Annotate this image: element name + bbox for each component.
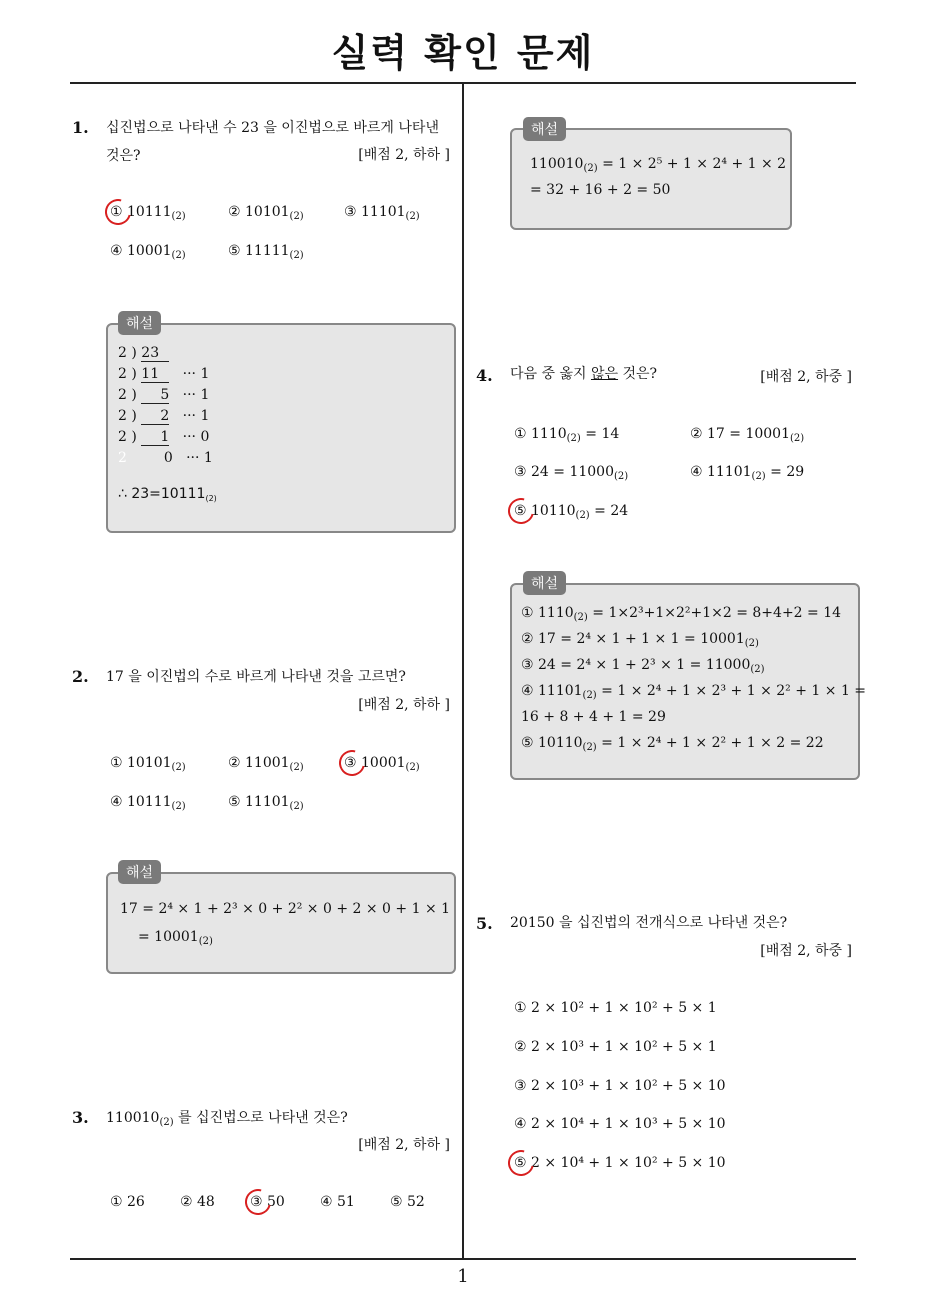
q4-solution-line-6: ⑤ $10110_{(2)} = 1 \times 2^4 + 1 \times 2^2 + 1 \times 2 = 22$ [521, 735, 824, 753]
question-5-text: 20150 을 십진법의 전개식으로 나타낸 것은? [510, 915, 788, 931]
question-3-points: [배점 2, 하하 ] [358, 1137, 450, 1153]
page-number: 1 [457, 1266, 469, 1287]
q4-solution-label: 해설 [523, 571, 566, 595]
q5-option-2[interactable]: ② 2 × 10³ + 1 × 10² + 5 × 1 [514, 1039, 717, 1055]
q3-option-5[interactable]: ⑤ 52 [390, 1194, 425, 1210]
q4-solution-line-3: ③ $24 = 2^4 \times 1 + 2^3 \times 1 = 11000_{(2)}$ [521, 657, 765, 675]
q1-option-2[interactable]: ② $10101_{(2)}$ [228, 204, 304, 222]
q2-solution-line-1: 17 = 2⁴ × 1 + 2³ × 0 + 2² × 0 + 2 × 0 + 1 × 1 [120, 901, 451, 917]
question-1-points: [배점 2, 하하 ] [358, 147, 450, 163]
q5-option-3[interactable]: ③ 2 × 10³ + 1 × 10² + 5 × 10 [514, 1078, 726, 1094]
answer-mark-q1 [100, 194, 136, 230]
question-2-points: [배점 2, 하하 ] [358, 697, 450, 713]
q4-solution-line-5: 16 + 8 + 4 + 1 = 29 [521, 709, 666, 725]
q1-division-ladder: 2 ) 23 2 ) 11 ··· 1 2 ) 5 ··· 1 2 ) 2 ··· 1 2 ) 1 ··· 0 2 0 ··· 1 [118, 345, 213, 466]
question-5-number: 5. [476, 914, 493, 933]
q3-solution-label: 해설 [523, 117, 566, 141]
column-divider [462, 83, 464, 1259]
question-2-text: 17 을 이진법의 수로 바르게 나타낸 것을 고르면? [106, 669, 406, 685]
q3-solution-box [510, 128, 792, 230]
q4-option-2[interactable]: ② $17 = 10001_{(2)}$ [690, 426, 805, 444]
q5-option-1[interactable]: ① 2 × 10² + 1 × 10² + 5 × 1 [514, 1000, 717, 1016]
q1-solution-conclusion: ∴ $23=10111_{(2)}$ [118, 486, 217, 503]
answer-mark-q5 [503, 1145, 539, 1181]
q2-option-3[interactable]: ③ $10001_{(2)}$ [344, 755, 420, 773]
answer-mark-q3 [240, 1184, 276, 1220]
question-2-number: 2. [72, 667, 89, 686]
q1-option-4[interactable]: ④ $10001_{(2)}$ [110, 243, 186, 261]
q3-option-4[interactable]: ④ 51 [320, 1194, 355, 1210]
q4-solution-line-1: ① $1110_{(2)} = 1\times 2^3+1\times 2^2+1\times 2 = 8+4+2 = 14$ [521, 605, 842, 623]
question-4-points: [배점 2, 하중 ] [760, 369, 852, 385]
q5-option-4[interactable]: ④ 2 × 10⁴ + 1 × 10³ + 5 × 10 [514, 1116, 726, 1132]
q2-option-4[interactable]: ④ $10111_{(2)}$ [110, 794, 186, 812]
footer-rule [70, 1258, 856, 1260]
question-3-text: $110010_{(2)}$ 를 십진법으로 나타낸 것은? [106, 1110, 348, 1128]
q1-option-5[interactable]: ⑤ $11111_{(2)}$ [228, 243, 304, 261]
q2-option-2[interactable]: ② $11001_{(2)}$ [228, 755, 304, 773]
q4-option-5[interactable]: ⑤ $10110_{(2)} = 24$ [514, 503, 629, 521]
q4-option-4[interactable]: ④ $11101_{(2)} = 29$ [690, 464, 805, 482]
q5-option-5[interactable]: ⑤ 2 × 10⁴ + 1 × 10² + 5 × 10 [514, 1155, 726, 1171]
q4-solution-line-4: ④ $11101_{(2)} = 1 \times 2^4 + 1 \times 2^3 + 1 \times 2^2 + 1 \times 1$ = [521, 683, 867, 701]
q3-option-3[interactable]: ③ 50 [250, 1194, 285, 1210]
q2-option-5[interactable]: ⑤ $11101_{(2)}$ [228, 794, 304, 812]
question-4-number: 4. [476, 366, 493, 385]
q2-solution-line-2: = $10001_{(2)}$ [138, 929, 213, 947]
answer-mark-q2 [334, 745, 370, 781]
q2-solution-label: 해설 [118, 860, 161, 884]
q2-option-1[interactable]: ① $10101_{(2)}$ [110, 755, 186, 773]
q4-solution-line-2: ② $17 = 2^4 \times 1 + 1 \times 1 = 10001_{(2)}$ [521, 631, 759, 649]
q3-solution-line-2: = 32 + 16 + 2 = 50 [530, 182, 671, 198]
q3-solution-line-1: $110010_{(2)} = 1 \times 2^5 + 1 \times 2^4 + 1 \times 2$ [530, 156, 787, 174]
page-title: 실력 확인 문제 [331, 31, 595, 75]
q3-option-2[interactable]: ② 48 [180, 1194, 215, 1210]
answer-mark-q4 [503, 493, 539, 529]
q4-option-1[interactable]: ① $1110_{(2)} = 14$ [514, 426, 620, 444]
q2-solution-box [106, 872, 456, 974]
q3-option-1[interactable]: ① 26 [110, 1194, 145, 1210]
question-5-points: [배점 2, 하중 ] [760, 943, 852, 959]
question-1-number: 1. [72, 118, 89, 137]
q1-solution-label: 해설 [118, 311, 161, 335]
q4-option-3[interactable]: ③ $24 = 11000_{(2)}$ [514, 464, 629, 482]
q1-option-3[interactable]: ③ $11101_{(2)}$ [344, 204, 420, 222]
question-1-text-line2: 것은? [106, 148, 141, 164]
q1-option-1[interactable]: ① $10111_{(2)}$ [110, 204, 186, 222]
question-4-text: 다음 중 옳지 않은 것은? [510, 366, 658, 382]
question-1-text-line1: 십진법으로 나타낸 수 23 을 이진법으로 바르게 나타낸 [106, 120, 439, 136]
question-3-number: 3. [72, 1108, 89, 1127]
